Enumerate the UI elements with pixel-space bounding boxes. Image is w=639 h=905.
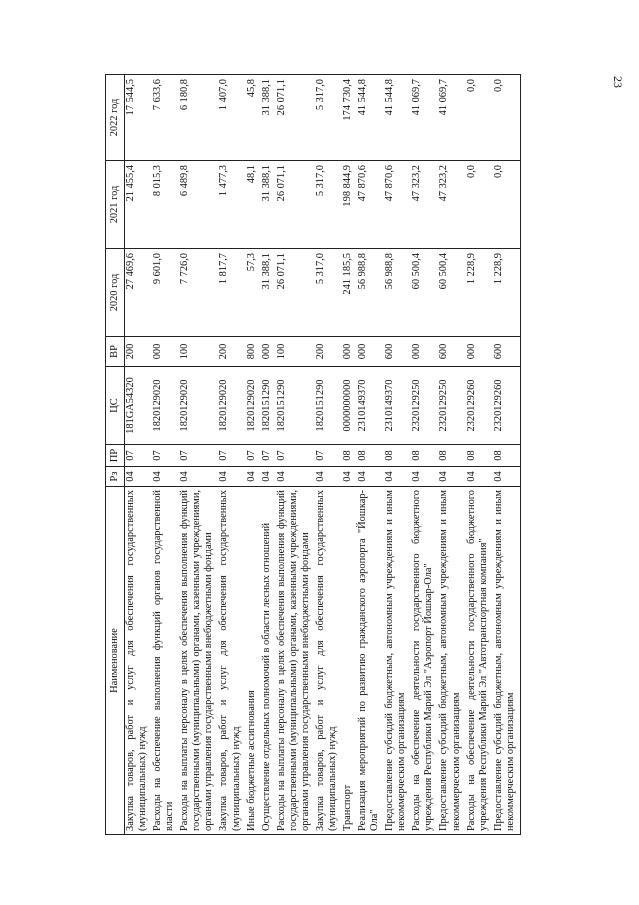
row-2022: 41 069,7 (411, 75, 438, 161)
row-name: Реализация мероприятий по развитию гражданского аэропорта "Йошкар-Ола" (357, 487, 384, 835)
row-cs: 2310149370 (384, 367, 411, 445)
row-cs: 0000000000 (342, 367, 357, 445)
rotated-table-wrapper (105, 75, 540, 835)
row-vr: 200 (125, 337, 153, 367)
row-2021: 198 844,9 (342, 161, 357, 249)
row-rz: 04 (315, 467, 342, 487)
row-cs: 1820129020 (179, 367, 218, 445)
row-cs: 2310149370 (357, 367, 384, 445)
row-name: Закупка товаров, работ и услуг для обеспечения государственных (муниципальных) нужд (125, 487, 153, 835)
row-2022: 0,0 (466, 75, 493, 161)
header-2020: 2020 год (106, 249, 125, 337)
row-pr: 07 (152, 445, 179, 467)
row-rz: 04 (218, 467, 245, 487)
row-2022: 5 317,0 (315, 75, 342, 161)
table-row (246, 75, 261, 835)
row-rz: 04 (261, 467, 276, 487)
row-2020: 1 228,9 (493, 249, 521, 337)
table-row (315, 75, 342, 835)
table-row (342, 75, 357, 835)
table-body (125, 75, 521, 835)
row-cs: 1820151290 (276, 367, 315, 445)
table-row (179, 75, 218, 835)
row-rz: 04 (438, 467, 465, 487)
row-name: Иные бюджетные ассигнования (246, 487, 261, 835)
row-2022: 174 730,4 (342, 75, 357, 161)
row-rz: 04 (411, 467, 438, 487)
row-2020: 31 388,1 (261, 249, 276, 337)
row-2021: 47 323,2 (438, 161, 465, 249)
row-cs: 1820129020 (152, 367, 179, 445)
table-row (261, 75, 276, 835)
row-vr: 000 (152, 337, 179, 367)
row-pr: 08 (342, 445, 357, 467)
row-name: Закупка товаров, работ и услуг для обеспечения государственных (муниципальных) нужд (218, 487, 245, 835)
row-cs: 2320129260 (466, 367, 493, 445)
table-header-row (106, 75, 125, 835)
row-rz: 04 (342, 467, 357, 487)
row-2021: 0,0 (466, 161, 493, 249)
row-name: Расходы на обеспечение деятельности государственного бюджетного учреждения Республики Марий Эл "Аэропорт Йошкар-Ола" (411, 487, 438, 835)
row-2022: 1 407,0 (218, 75, 245, 161)
row-rz: 04 (357, 467, 384, 487)
row-vr: 800 (246, 337, 261, 367)
row-rz: 04 (179, 467, 218, 487)
row-2020: 9 601,0 (152, 249, 179, 337)
row-vr: 000 (357, 337, 384, 367)
row-cs: 1820129020 (246, 367, 261, 445)
row-pr: 08 (384, 445, 411, 467)
row-vr: 600 (384, 337, 411, 367)
row-2021: 6 489,8 (179, 161, 218, 249)
row-2022: 45,8 (246, 75, 261, 161)
row-cs: 1820151290 (315, 367, 342, 445)
row-2021: 47 323,2 (411, 161, 438, 249)
header-rz: Рз (106, 467, 125, 487)
row-pr: 08 (357, 445, 384, 467)
row-vr: 000 (466, 337, 493, 367)
table-row (411, 75, 438, 835)
header-2021: 2021 год (106, 161, 125, 249)
row-pr: 07 (246, 445, 261, 467)
row-pr: 08 (493, 445, 521, 467)
row-rz: 04 (276, 467, 315, 487)
row-2020: 27 469,6 (125, 249, 153, 337)
row-2022: 0,0 (493, 75, 521, 161)
row-2020: 56 988,8 (384, 249, 411, 337)
row-2021: 26 071,1 (276, 161, 315, 249)
row-2020: 5 317,0 (315, 249, 342, 337)
row-2021: 1 477,3 (218, 161, 245, 249)
row-pr: 08 (466, 445, 493, 467)
row-pr: 07 (218, 445, 245, 467)
row-name: Осуществление отдельных полномочий в области лесных отношений (261, 487, 276, 835)
row-2021: 48,1 (246, 161, 261, 249)
row-2020: 57,3 (246, 249, 261, 337)
row-vr: 000 (411, 337, 438, 367)
header-vr: ВР (106, 337, 125, 367)
row-name: Расходы на выплаты персоналу в целях обеспечения выполнения функций государственными (муниципальными) органами, казенными учреждениями, органами управления государственными внебюджетными фондами (276, 487, 315, 835)
table-row (493, 75, 521, 835)
table-row (384, 75, 411, 835)
row-cs: 2320129250 (438, 367, 465, 445)
row-cs: 2320129260 (493, 367, 521, 445)
row-pr: 07 (261, 445, 276, 467)
row-vr: 200 (315, 337, 342, 367)
table-row (466, 75, 493, 835)
header-2022: 2022 год (106, 75, 125, 161)
row-2022: 7 633,6 (152, 75, 179, 161)
row-vr: 000 (342, 337, 357, 367)
header-cs: ЦС (106, 367, 125, 445)
row-pr: 08 (438, 445, 465, 467)
row-name: Расходы на обеспечение деятельности государственного бюджетного учреждения Республики Марий Эл "Автотранспортная компания" (466, 487, 493, 835)
row-vr: 200 (218, 337, 245, 367)
row-2020: 7 726,0 (179, 249, 218, 337)
table-row (152, 75, 179, 835)
table-row (125, 75, 153, 835)
row-pr: 08 (411, 445, 438, 467)
row-cs: 1820129020 (218, 367, 245, 445)
row-pr: 07 (315, 445, 342, 467)
row-2020: 56 988,8 (357, 249, 384, 337)
row-rz: 04 (466, 467, 493, 487)
row-vr: 600 (493, 337, 521, 367)
row-name: Предоставление субсидий бюджетным, автономным учреждениям и иным некоммерческим организациям (438, 487, 465, 835)
row-cs: 1820151290 (261, 367, 276, 445)
row-cs: 181GA54320 (125, 367, 153, 445)
row-vr: 100 (179, 337, 218, 367)
row-rz: 04 (384, 467, 411, 487)
row-pr: 07 (179, 445, 218, 467)
table-row (438, 75, 465, 835)
row-2020: 1 817,7 (218, 249, 245, 337)
row-2022: 26 071,1 (276, 75, 315, 161)
row-2020: 241 185,5 (342, 249, 357, 337)
row-name: Транспорт (342, 487, 357, 835)
row-2022: 17 544,5 (125, 75, 153, 161)
row-2022: 6 180,8 (179, 75, 218, 161)
row-pr: 07 (125, 445, 153, 467)
row-2021: 31 388,1 (261, 161, 276, 249)
row-2021: 47 870,6 (384, 161, 411, 249)
row-2022: 41 544,8 (384, 75, 411, 161)
row-2020: 60 500,4 (438, 249, 465, 337)
row-2021: 8 015,3 (152, 161, 179, 249)
header-name: Наименование (106, 487, 125, 835)
table-row (357, 75, 384, 835)
row-cs: 2320129250 (411, 367, 438, 445)
row-name: Расходы на обеспечение выполнения функций органов государственной власти (152, 487, 179, 835)
row-rz: 04 (246, 467, 261, 487)
row-2021: 21 455,4 (125, 161, 153, 249)
row-2022: 41 069,7 (438, 75, 465, 161)
row-pr: 07 (276, 445, 315, 467)
row-name: Предоставление субсидий бюджетным, автономным учреждениям и иным некоммерческим организациям (493, 487, 521, 835)
row-2021: 47 870,6 (357, 161, 384, 249)
row-vr: 000 (261, 337, 276, 367)
row-vr: 600 (438, 337, 465, 367)
page-number: 23 (611, 76, 625, 88)
row-vr: 100 (276, 337, 315, 367)
row-2022: 41 544,8 (357, 75, 384, 161)
budget-table (105, 74, 521, 835)
row-2021: 0,0 (493, 161, 521, 249)
row-rz: 04 (125, 467, 153, 487)
row-2020: 26 071,1 (276, 249, 315, 337)
row-rz: 04 (493, 467, 521, 487)
row-name: Расходы на выплаты персоналу в целях обеспечения выполнения функций государственными (муниципальными) органами, казенными учреждениями, органами управления государственными внебюджетными фондами (179, 487, 218, 835)
row-2020: 60 500,4 (411, 249, 438, 337)
row-2021: 5 317,0 (315, 161, 342, 249)
header-pr: ПР (106, 445, 125, 467)
row-2020: 1 228,9 (466, 249, 493, 337)
row-name: Закупка товаров, работ и услуг для обеспечения государственных (муниципальных) нужд (315, 487, 342, 835)
row-name: Предоставление субсидий бюджетным, автономным учреждениям и иным некоммерческим организациям (384, 487, 411, 835)
table-row (276, 75, 315, 835)
row-2022: 31 388,1 (261, 75, 276, 161)
row-rz: 04 (152, 467, 179, 487)
table-row (218, 75, 245, 835)
